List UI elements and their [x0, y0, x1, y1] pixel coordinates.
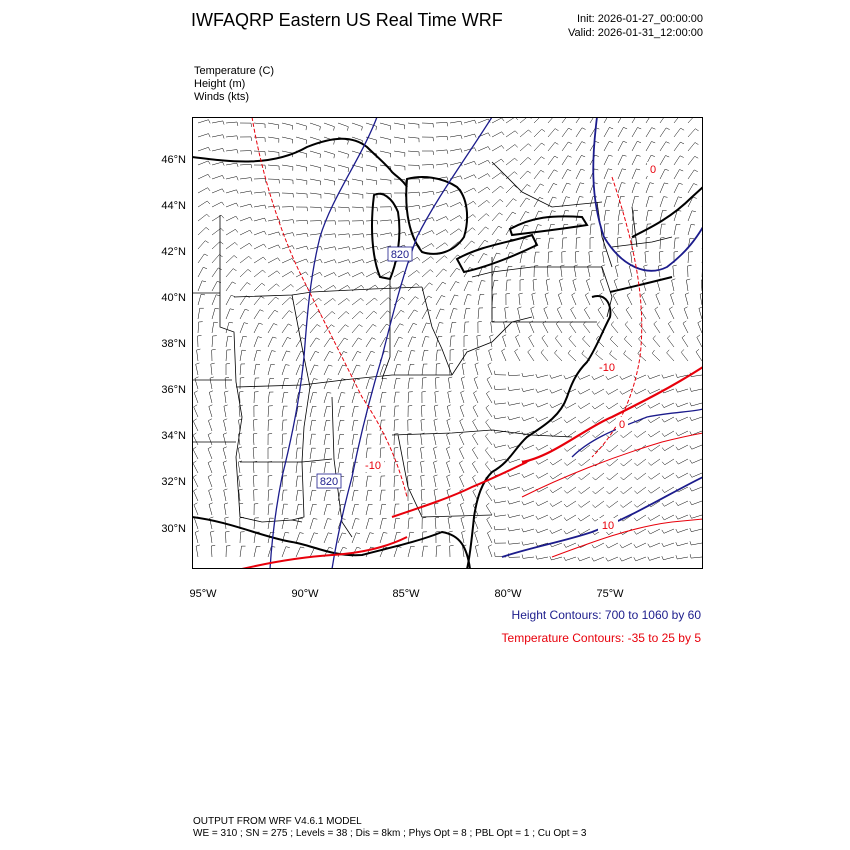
lat-label-46n: 46°N	[161, 154, 186, 166]
lat-label-32n: 32°N	[161, 476, 186, 488]
lon-label-80w: 80°W	[494, 588, 522, 600]
temperature-contour-legend: Temperature Contours: -35 to 25 by 5	[501, 631, 701, 645]
lon-label-95w: 95°W	[189, 588, 217, 600]
init-time: Init: 2026-01-27_00:00:00	[577, 13, 703, 25]
height-contour-label-2: 820	[319, 476, 339, 488]
temperature-contour-label-4: -10	[365, 460, 381, 472]
height-contour-label-1: 820	[390, 249, 410, 261]
lat-label-42n: 42°N	[161, 246, 186, 258]
lon-label-85w: 85°W	[392, 588, 420, 600]
lat-label-44n: 44°N	[161, 200, 186, 212]
lat-label-40n: 40°N	[161, 292, 186, 304]
lat-label-38n: 38°N	[161, 338, 186, 350]
model-config-note: WE = 310 ; SN = 275 ; Levels = 38 ; Dis = 8km ; Phys Opt = 8 ; PBL Opt = 1 ; Cu Opt = 3	[193, 828, 587, 839]
valid-time: Valid: 2026-01-31_12:00:00	[568, 27, 703, 39]
height-contour-legend: Height Contours: 700 to 1060 by 60	[511, 608, 701, 622]
variable-temperature: Temperature (C)	[194, 65, 275, 77]
variable-height: Height (m)	[194, 78, 246, 90]
lon-label-90w: 90°W	[291, 588, 319, 600]
lat-label-36n: 36°N	[161, 384, 186, 396]
temperature-contour-label-2: 0	[618, 419, 626, 431]
temperature-contour-label-5: 0	[649, 164, 657, 176]
map-title: IWFAQRP Eastern US Real Time WRF	[191, 10, 503, 30]
weather-map	[192, 117, 703, 569]
temperature-contour-label-3: 10	[601, 520, 615, 532]
lat-label-34n: 34°N	[161, 430, 186, 442]
variable-winds: Winds (kts)	[194, 91, 249, 103]
model-output-note: OUTPUT FROM WRF V4.6.1 MODEL	[193, 816, 362, 827]
lon-label-75w: 75°W	[596, 588, 624, 600]
lat-label-30n: 30°N	[161, 523, 186, 535]
temperature-contour-label-1: -10	[599, 362, 615, 374]
